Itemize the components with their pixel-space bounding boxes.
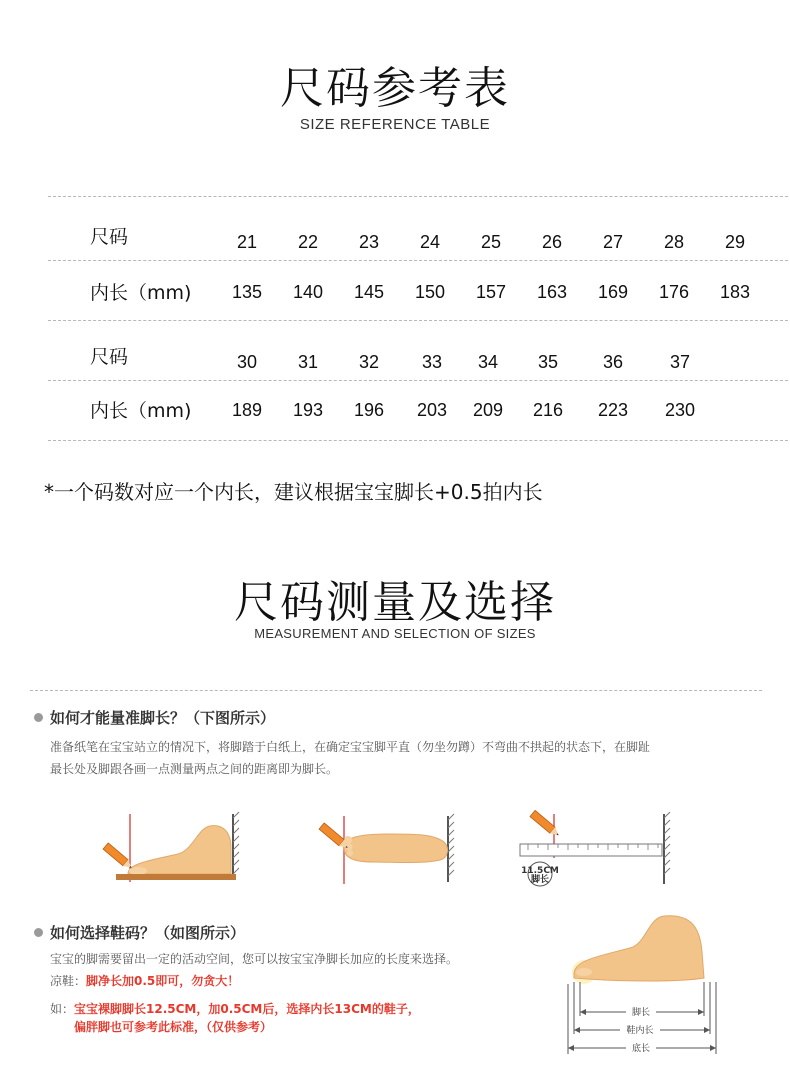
size-cell: 36 bbox=[602, 352, 624, 372]
bullet-icon bbox=[34, 928, 43, 937]
ruler-badge-bottom: 脚长 bbox=[530, 875, 550, 885]
inner-length-cell: 140 bbox=[292, 282, 324, 302]
inner-length-cell: 209 bbox=[472, 400, 504, 420]
size-cell: 26 bbox=[541, 232, 563, 252]
row-label-inner-length: 内长（mm) bbox=[90, 282, 192, 304]
inner-length-cell: 203 bbox=[416, 400, 448, 420]
size-cell: 22 bbox=[297, 232, 319, 252]
foot-side-illustration bbox=[98, 808, 248, 888]
bullet-icon bbox=[34, 713, 43, 722]
q2-line3-prefix: 如： bbox=[50, 1002, 75, 1016]
row-label-inner-length: 内长（mm) bbox=[90, 400, 192, 422]
inner-length-cell: 150 bbox=[414, 282, 446, 302]
size-cell: 31 bbox=[297, 352, 319, 372]
size-cell: 28 bbox=[663, 232, 685, 252]
measure-title: 尺码测量及选择 bbox=[234, 577, 556, 628]
diagram-label-foot-length: 脚长 bbox=[631, 1008, 651, 1018]
size-cell: 33 bbox=[421, 352, 443, 372]
q2-line2 bbox=[50, 970, 570, 992]
row-label-size: 尺码 bbox=[90, 346, 129, 368]
shoe-size-diagram bbox=[560, 912, 730, 1062]
inner-length-cell: 216 bbox=[532, 400, 564, 420]
diagram-label-sole-length: 底长 bbox=[631, 1044, 651, 1054]
size-cell: 30 bbox=[236, 352, 258, 372]
q2-line3-red: 宝宝裸脚脚长12.5CM，加0.5CM后，选择内长13CM的鞋子， bbox=[74, 1002, 420, 1016]
inner-length-cell: 157 bbox=[475, 282, 507, 302]
size-cell: 34 bbox=[477, 352, 499, 372]
inner-length-cell: 145 bbox=[353, 282, 385, 302]
size-note: *一个码数对应一个内长，建议根据宝宝脚长+0.5拍内长 bbox=[44, 480, 543, 504]
divider bbox=[48, 260, 788, 261]
q1-line1: 准备纸笔在宝宝站立的情况下，将脚踏于白纸上，在确定宝宝脚平直（勿坐勿蹲）不弯曲不拱起的状态下，在脚趾 bbox=[50, 740, 651, 754]
q2-line2-red: 脚净长加0.5即可，勿贪大！ bbox=[86, 974, 240, 988]
q2-line1: 宝宝的脚需要留出一定的活动空间，您可以按宝宝净脚长加应的长度来选择。 bbox=[50, 952, 459, 966]
inner-length-cell: 176 bbox=[658, 282, 690, 302]
size-cell: 23 bbox=[358, 232, 380, 252]
inner-length-cell: 163 bbox=[536, 282, 568, 302]
inner-length-cell: 193 bbox=[292, 400, 324, 420]
inner-length-cell: 230 bbox=[664, 400, 696, 420]
size-cell: 35 bbox=[537, 352, 559, 372]
q1-line2: 最长处及脚跟各画一点测量两点之间的距离即为脚长。 bbox=[50, 762, 339, 776]
divider bbox=[48, 380, 788, 381]
inner-length-cell: 183 bbox=[719, 282, 751, 302]
inner-length-cell: 169 bbox=[597, 282, 629, 302]
row-label-size: 尺码 bbox=[90, 226, 129, 248]
q2-line2-prefix: 凉鞋： bbox=[50, 974, 87, 988]
q2-line4-red: 偏胖脚也可参考此标准，（仅供参考） bbox=[74, 1020, 273, 1034]
inner-length-cell: 196 bbox=[353, 400, 385, 420]
size-cell: 27 bbox=[602, 232, 624, 252]
divider bbox=[48, 320, 788, 321]
size-cell: 37 bbox=[669, 352, 691, 372]
inner-length-cell: 189 bbox=[231, 400, 263, 420]
q1-heading: 如何才能量准脚长？（下图所示） bbox=[50, 709, 276, 727]
size-cell: 25 bbox=[480, 232, 502, 252]
diagram-label-shoe-inner-length: 鞋内长 bbox=[626, 1026, 654, 1036]
ruler-illustration bbox=[518, 810, 678, 890]
measure-subtitle: MEASUREMENT AND SELECTION OF SIZES bbox=[254, 626, 536, 641]
q1-text bbox=[50, 736, 770, 780]
size-cell: 32 bbox=[358, 352, 380, 372]
page-title: 尺码参考表 bbox=[280, 63, 510, 114]
ruler-badge-top: 11.5CM bbox=[521, 866, 559, 876]
size-cell: 24 bbox=[419, 232, 441, 252]
inner-length-cell: 135 bbox=[231, 282, 263, 302]
size-cell: 21 bbox=[236, 232, 258, 252]
q2-heading: 如何选择鞋码？（如图所示） bbox=[50, 924, 246, 942]
divider bbox=[30, 690, 762, 691]
page-subtitle: SIZE REFERENCE TABLE bbox=[299, 116, 491, 133]
q2-text bbox=[50, 948, 570, 1038]
divider bbox=[48, 440, 788, 441]
foot-top-illustration bbox=[314, 812, 464, 887]
size-cell: 29 bbox=[724, 232, 746, 252]
inner-length-cell: 223 bbox=[597, 400, 629, 420]
divider bbox=[48, 196, 788, 197]
